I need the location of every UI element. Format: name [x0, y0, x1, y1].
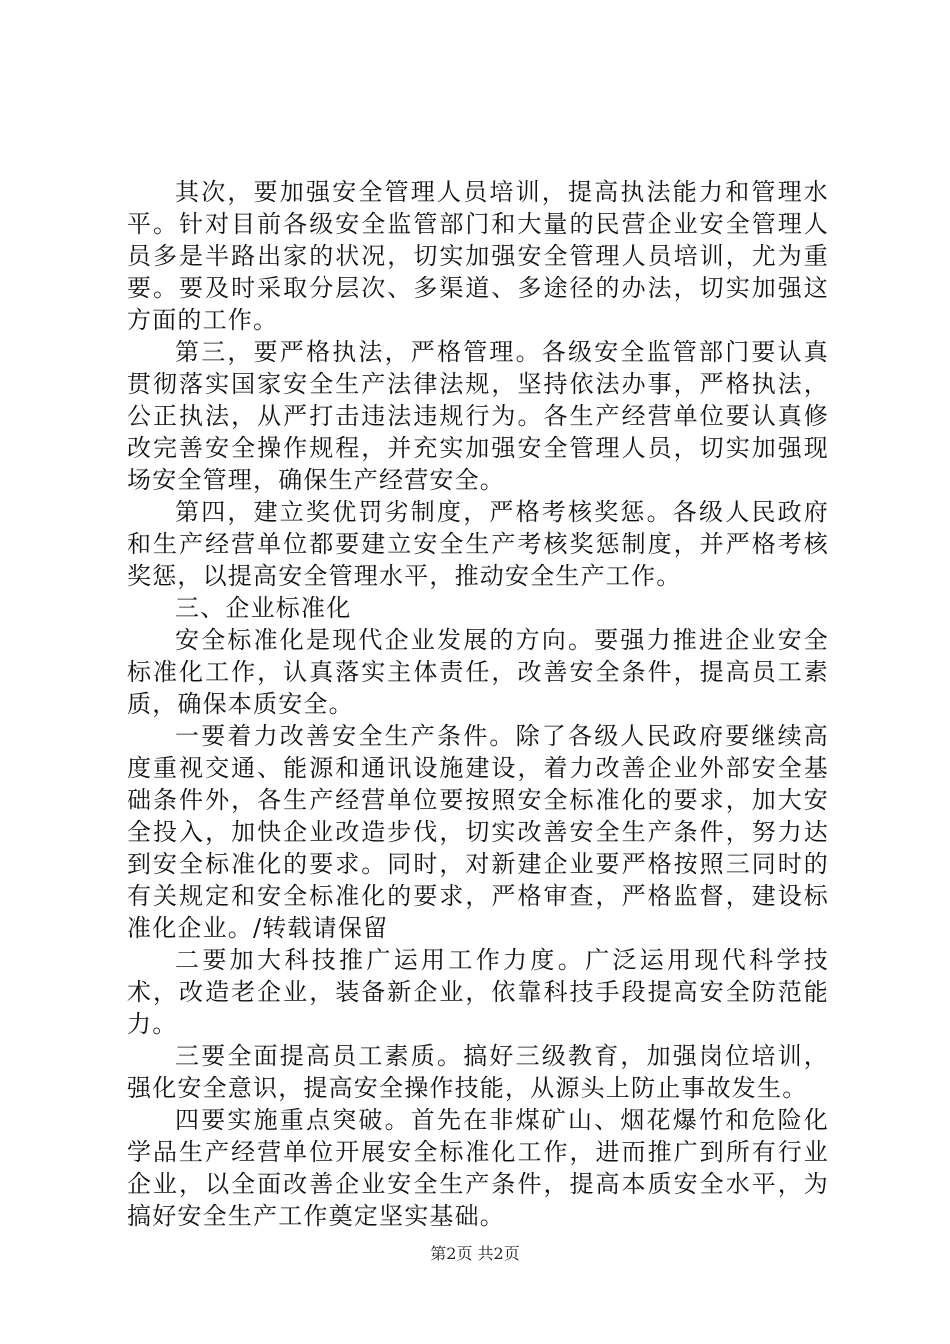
- section-heading: 三、企业标准化: [175, 594, 352, 622]
- paragraph-point-two: 二要加大科技推广运用工作力度。广泛运用现代科学技术，改造老企业，装备新企业，依靠科技手段提高安全防范能力。: [127, 946, 829, 1038]
- paragraph-point-four: 四要实施重点突破。首先在非煤矿山、烟花爆竹和危险化学品生产经营单位开展安全标准化工作，进而推广到所有行业企业，以全面改善企业安全生产条件，提高本质安全水平，为搞好安全生产工作奠定坚实基础。: [127, 1106, 829, 1230]
- paragraph-point-three: 三要全面提高员工素质。搞好三级教育，加强岗位培训，强化安全意识，提高安全操作技能，从源头上防止事故发生。: [127, 1042, 829, 1102]
- paragraph-third: 第三，要严格执法，严格管理。各级安全监管部门要认真贯彻落实国家安全生产法律法规，坚持依法办事，严格执法，公正执法，从严打击违法违规行为。各生产经营单位要认真修改完善安全操作规程，并充实加强安全管理人员，切实加强现场安全管理，确保生产经营安全。: [127, 338, 829, 494]
- paragraph-training: 其次，要加强安全管理人员培训，提高执法能力和管理水平。针对目前各级安全监管部门和大量的民营企业安全管理人员多是半路出家的状况，切实加强安全管理人员培训，尤为重要。要及时采取分层次、多渠道、多途径的办法，切实加强这方面的工作。: [127, 178, 829, 334]
- paragraph-point-one: 一要着力改善安全生产条件。除了各级人民政府要继续高度重视交通、能源和通讯设施建设，着力改善企业外部安全基础条件外，各生产经营单位要按照安全标准化的要求，加大安全投入，加快企业改造步伐，切实改善安全生产条件，努力达到安全标准化的要求。同时，对新建企业要严格按照三同时的有关规定和安全标准化的要求，严格审查，严格监督，建设标准化企业。/转载请保留: [127, 722, 829, 942]
- page-footer: 第2页 共2页: [430, 1244, 520, 1263]
- paragraph-standardization: 安全标准化是现代企业发展的方向。要强力推进企业安全标准化工作，认真落实主体责任，改善安全条件，提高员工素质，确保本质安全。: [127, 626, 829, 718]
- paragraph-fourth: 第四，建立奖优罚劣制度，严格考核奖惩。各级人民政府和生产经营单位都要建立安全生产考核奖惩制度，并严格考核奖惩，以提高安全管理水平，推动安全生产工作。: [127, 498, 829, 590]
- document-body: [127, 176, 829, 1232]
